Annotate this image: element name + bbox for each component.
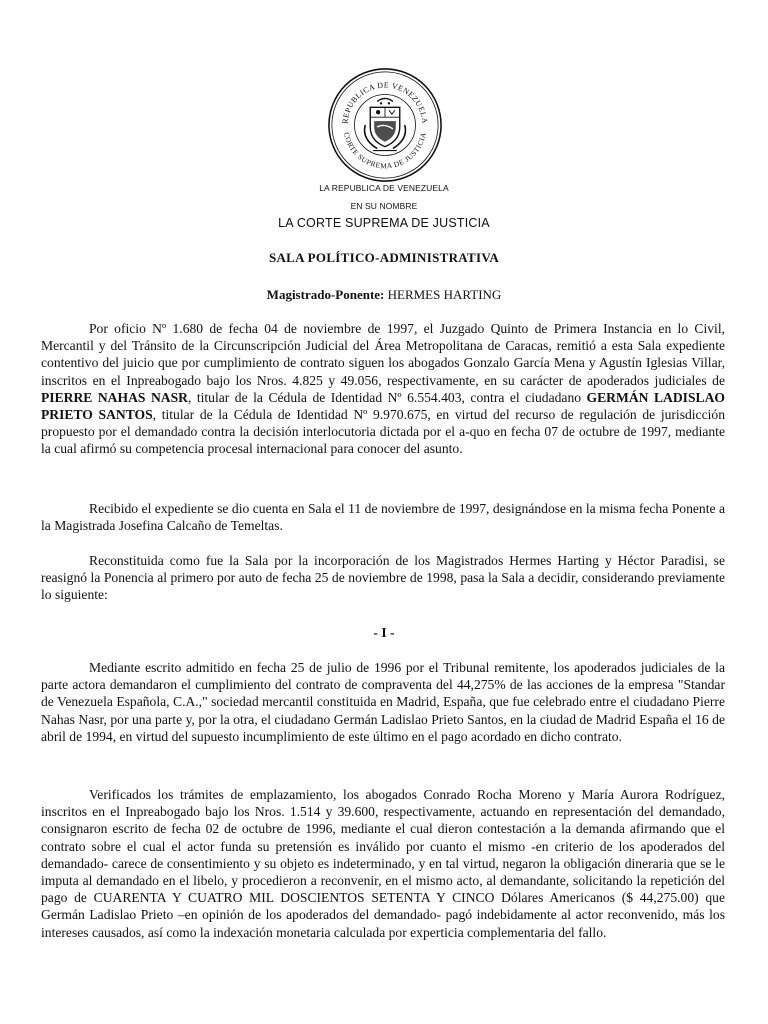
paragraph-4 (41, 659, 725, 745)
paragraph-2-text: Recibido el expediente se dio cuenta en Sala el 11 de noviembre de 1997, designándose en la misma fecha Ponente a la Magistrada Josefina Calcaño de Temeltas. (41, 501, 725, 534)
paragraph-3-text: Reconstituida como fue la Sala por la incorporación de los Magistrados Hermes Harting y Héctor Paradisi, se reasignó la Ponencia al primero por auto de fecha 25 de noviembre de 1998, pasa la Sala a decidir, considerando previamente lo siguiente: (41, 553, 725, 603)
seal-top-text: REPUBLICA DE VENEZUELA (340, 80, 430, 125)
header-republic: LA REPUBLICA DE VENEZUELA (319, 183, 449, 193)
paragraph-1-text-c: , titular de la Cédula de Identidad Nº 9.970.675, en virtud del recurso de regulación de jurisdicción propuesto por el demandado contra la decisión interlocutoria dictada por el a-quo en fecha 07 de octubre de 1997, mediante la cual afirmó su competencia procesal internacional para conocer del asunto. (41, 407, 726, 457)
paragraph-5-text: Verificados los trámites de emplazamiento, los abogados Conrado Rocha Moreno y María Aurora Rodríguez, inscritos en el Inpreabogado bajo los Nros. 1.514 y 39.600, respectivamente, actuando en representación del demandado, consignaron escrito de fecha 02 de octubre de 1996, mediante el cual dieron contestación a la demanda afirmando que el contrato sobre el cual el actor funda su pretensión es inválido por cuanto el mismo -en criterio de los apoderados del demandado- carece de consentimiento y su objeto es indeterminado, y en tal virtud, negaron la obligación dineraria que se le imputa al demandado en el libelo, y procedieron a reconvenir, en el mismo acto, al demandante, solicitando la repetición del pago de CUARENTA Y CUATRO MIL DOSCIENTOS SETENTA Y CINCO Dólares Americanos ($ 44,275.00) que Germán Ladislao Prieto –en opinión de los apoderados del demandado- pagó indebidamente al actor reconvenido, más los intereses causados, así como la indexación monetaria calculada por experticia complementaria del fallo. (41, 787, 725, 940)
plaintiff-name: PIERRE NAHAS NASR (41, 389, 188, 405)
court-seal (326, 66, 444, 184)
header-court-name: LA CORTE SUPREMA DE JUSTICIA (278, 216, 490, 230)
defendant-name: GERMÁN LADISLAO PRIETO SANTOS (41, 389, 725, 423)
paragraph-2 (41, 500, 725, 534)
paragraph-4-text: Mediante escrito admitido en fecha 25 de julio de 1996 por el Tribunal remitente, los apoderados judiciales de la parte actora demandaron el cumplimiento del contrato de compraventa del 44,275% de las acciones de la empresa "Standar de Venezuela Española, C.A.," sociedad mercantil constituida en Madrid, España, que fue celebrado entre el ciudadano Pierre Nahas Nasr, por una parte y, por la otra, el ciudadano Germán Ladislao Prieto Santos, en la ciudad de Madrid España el 16 de abril de 1994, en virtud del supuesto incumplimiento de este último en el pago acordado en dicho contrato. (41, 660, 725, 744)
paragraph-3 (41, 552, 725, 604)
magistrate-label: Magistrado-Ponente: (266, 287, 385, 302)
paragraph-1-text-b: , titular de la Cédula de Identidad Nº 6.554.403, contra el ciudadano (187, 389, 587, 405)
section-heading: - I - (373, 625, 395, 640)
paragraph-5 (41, 786, 725, 941)
magistrate-line (0, 287, 768, 303)
seal-bottom-text: CORTE SUPREMA DE JUSTICIA (342, 131, 428, 171)
magistrate-name: HERMES HARTING (387, 287, 502, 302)
paragraph-1-text-a: Por oficio Nº 1.680 de fecha 04 de noviembre de 1997, el Juzgado Quinto de Primera Instancia en lo Civil, Mercantil y del Tránsito de la Circunscripción Judicial del Área Metropolitana de Caracas, remitió a esta Sala expediente contentivo del juicio que por cumplimiento de contrato siguen los abogados Gonzalo García Mena y Agustín Iglesias Villar, inscritos en el Inpreabogado bajo los Nros. 4.825 y 49.056, respectivamente, en su carácter de apoderados judiciales de (41, 321, 725, 388)
coat-of-arms-icon (365, 98, 406, 150)
header-en-su-nombre: EN SU NOMBRE (350, 201, 418, 211)
paragraph-1 (41, 320, 725, 458)
svg-text:REPUBLICA DE VENEZUELA (341, 81, 430, 125)
chamber-title: SALA POLÍTICO-ADMINISTRATIVA (268, 250, 500, 265)
